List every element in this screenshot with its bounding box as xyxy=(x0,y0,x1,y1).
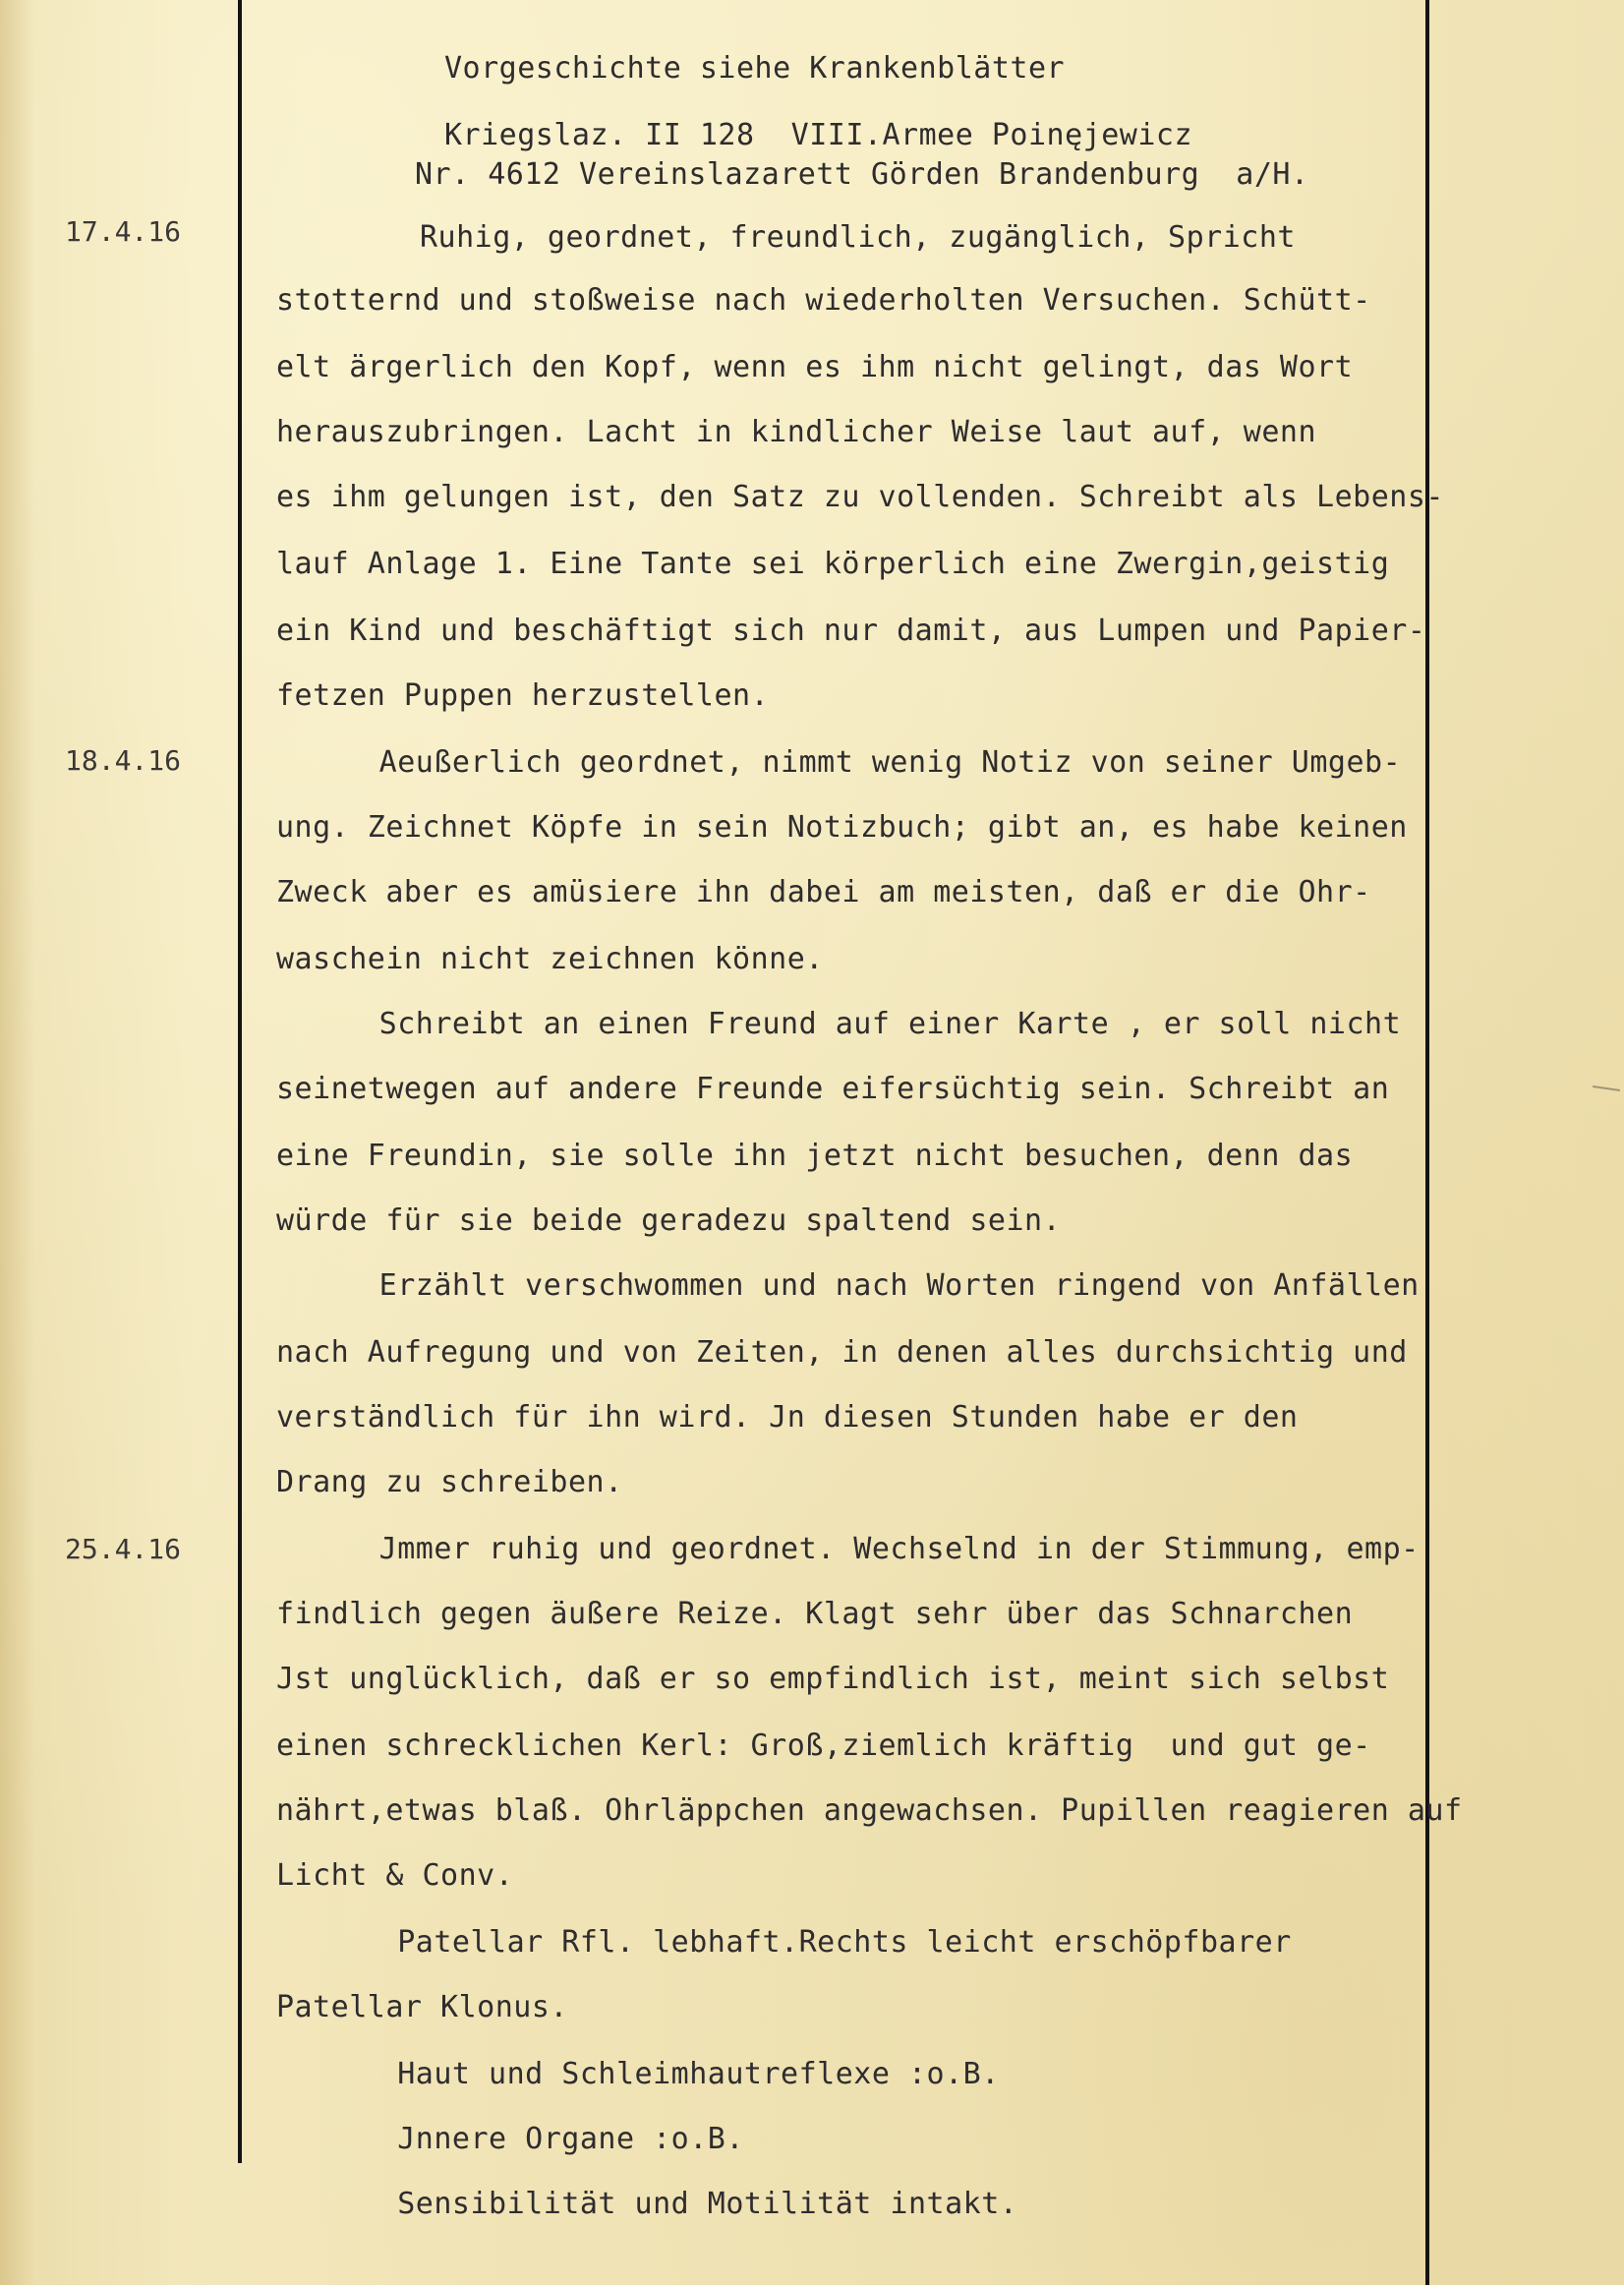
text-line: eine Freundin, sie solle ihn jetzt nicht besuchen, denn das xyxy=(276,1139,1354,1173)
left-margin-rule xyxy=(238,0,242,2163)
text-line: seinetwegen auf andere Freunde eifersüchtig sein. Schreibt an xyxy=(276,1072,1390,1106)
text-line: Patellar Klonus. xyxy=(276,1990,568,2024)
text-line: findlich gegen äußere Reize. Klagt sehr über das Schnarchen xyxy=(276,1597,1354,1631)
text-line: Jnnere Organe :o.B. xyxy=(324,2122,744,2156)
header-line: Kriegslaz. II 128 VIII.Armee Poinęjewicz xyxy=(444,118,1193,152)
text-line: Drang zu schreiben. xyxy=(276,1465,623,1499)
text-line: verständlich für ihn wird. Jn diesen Stunden habe er den xyxy=(276,1400,1299,1435)
header-line: Nr. 4612 Vereinslazarett Görden Brandenburg a/H. xyxy=(415,157,1309,192)
text-line: lauf Anlage 1. Eine Tante sei körperlich eine Zwergin,geistig xyxy=(276,547,1390,581)
header-line: Vorgeschichte siehe Krankenblätter xyxy=(444,51,1066,86)
text-line: nach Aufregung und von Zeiten, in denen alles durchsichtig und xyxy=(276,1335,1408,1370)
text-line: herauszubringen. Lacht in kindlicher Weise laut auf, wenn xyxy=(276,415,1317,449)
text-line: elt ärgerlich den Kopf, wenn es ihm nicht gelingt, das Wort xyxy=(276,350,1354,384)
text-line: Ruhig, geordnet, freundlich, zugänglich, Spricht xyxy=(420,220,1296,255)
text-line: würde für sie beide geradezu spaltend sein. xyxy=(276,1203,1062,1238)
text-line: Jmmer ruhig und geordnet. Wechselnd in der Stimmung, emp- xyxy=(324,1532,1420,1566)
margin-pencil-mark xyxy=(1593,1085,1620,1091)
text-line: Haut und Schleimhautreflexe :o.B. xyxy=(324,2057,1000,2091)
text-line: Erzählt verschwommen und nach Worten ringend von Anfällen xyxy=(324,1268,1420,1303)
text-line: einen schrecklichen Kerl: Groß,ziemlich kräftig und gut ge- xyxy=(276,1728,1371,1763)
text-line: stotternd und stoßweise nach wiederholten Versuchen. Schütt- xyxy=(276,283,1371,318)
text-line: Zweck aber es amüsiere ihn dabei am meisten, daß er die Ohr- xyxy=(276,875,1371,909)
text-line: Sensibilität und Motilität intakt. xyxy=(324,2187,1018,2221)
text-line: es ihm gelungen ist, den Satz zu vollenden. Schreibt als Lebens- xyxy=(276,480,1444,514)
text-line: Patellar Rfl. lebhaft.Rechts leicht erschöpfbarer xyxy=(324,1925,1292,1960)
text-line: Jst unglücklich, daß er so empfindlich ist, meint sich selbst xyxy=(276,1662,1390,1696)
text-line: waschein nicht zeichnen könne. xyxy=(276,942,824,976)
right-margin-rule xyxy=(1425,0,1429,2285)
text-line: Schreibt an einen Freund auf einer Karte , er soll nicht xyxy=(324,1007,1402,1041)
text-line: ung. Zeichnet Köpfe in sein Notizbuch; gibt an, es habe keinen xyxy=(276,810,1408,845)
text-line: fetzen Puppen herzustellen. xyxy=(276,678,770,713)
text-line: Licht & Conv. xyxy=(276,1858,514,1893)
entry-date: 17.4.16 xyxy=(65,215,182,248)
entry-date: 25.4.16 xyxy=(65,1533,182,1565)
text-line: ein Kind und beschäftigt sich nur damit, aus Lumpen und Papier- xyxy=(276,614,1426,648)
text-line: Aeußerlich geordnet, nimmt wenig Notiz von seiner Umgeb- xyxy=(324,745,1402,780)
paper-edge-shadow xyxy=(0,0,35,2285)
text-line: nährt,etwas blaß. Ohrläppchen angewachsen. Pupillen reagieren auf xyxy=(276,1793,1463,1828)
entry-date: 18.4.16 xyxy=(65,744,182,777)
